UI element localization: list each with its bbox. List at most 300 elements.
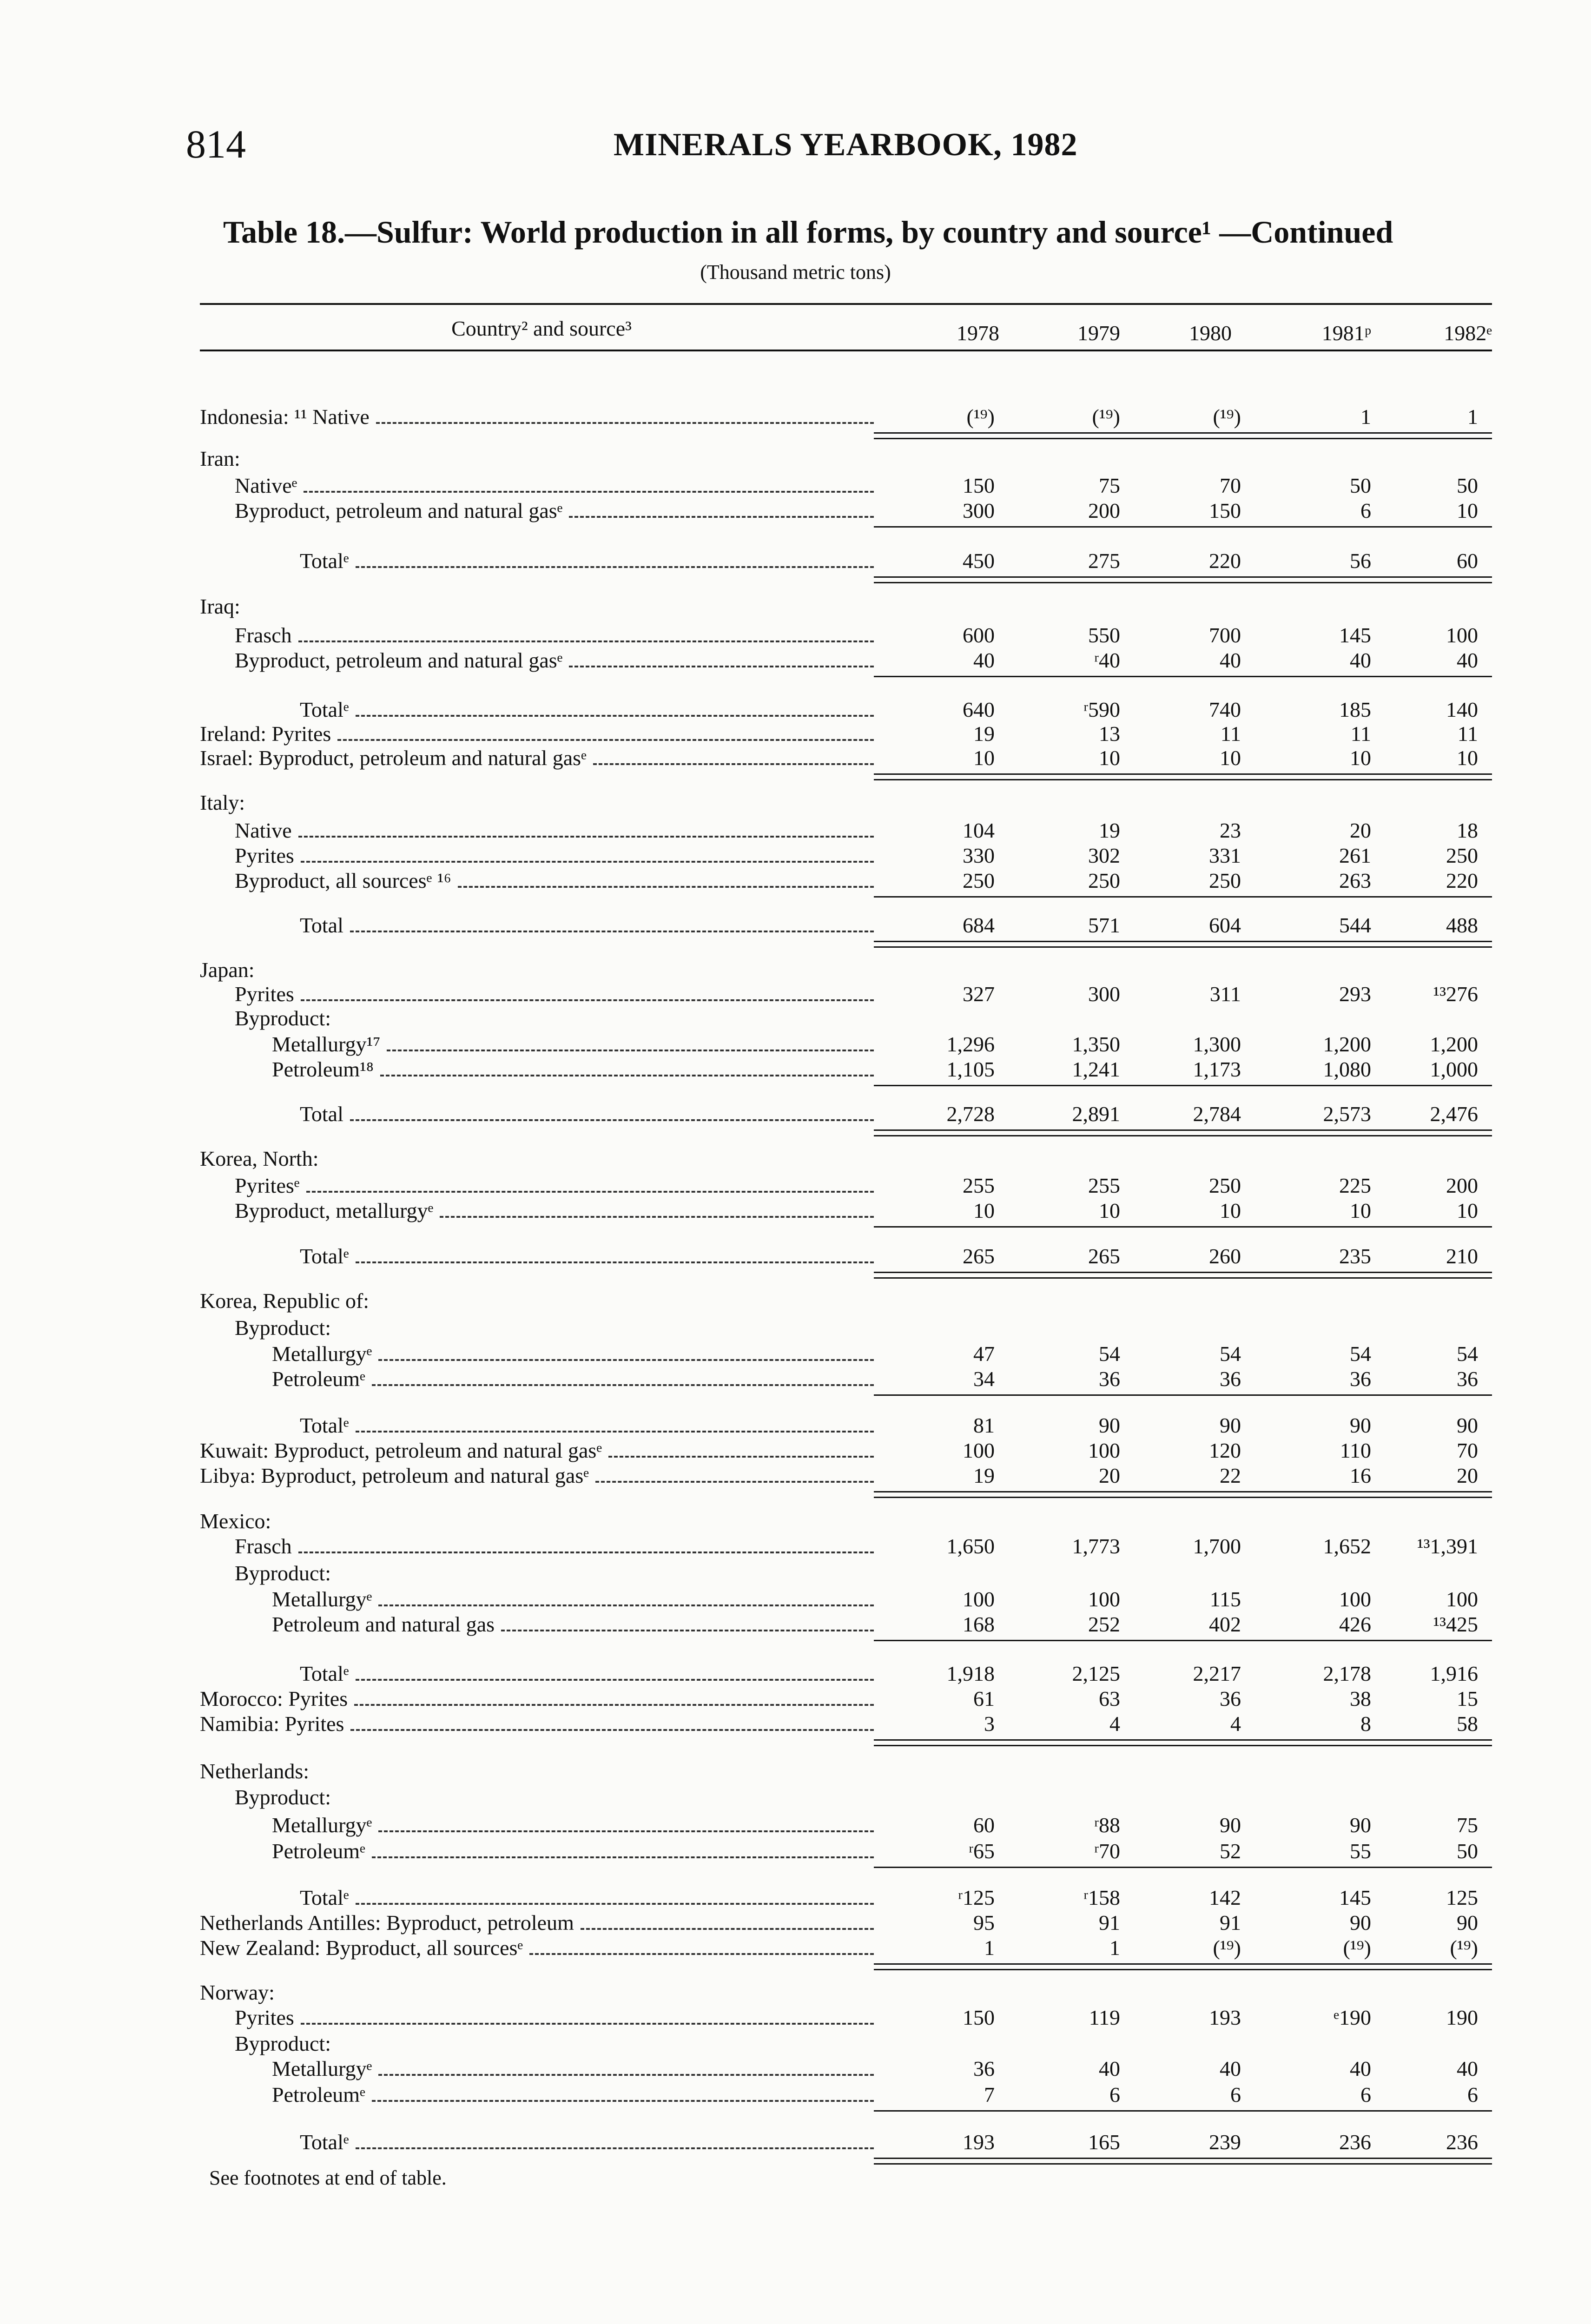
cell-value: ʳ158 <box>1083 1886 1120 1909</box>
cell-value: 36 <box>973 2057 995 2080</box>
row-label: Metallurgyᵉ <box>272 1587 372 1611</box>
table-row <box>0 1315 1591 1340</box>
row-label: Libya: Byproduct, petroleum and natural gasᵉ <box>200 1464 589 1487</box>
row-label: Byproduct, petroleum and natural gasᵉ <box>235 499 563 522</box>
row-label: Petroleumᵉ <box>272 2083 365 2106</box>
row-label: Totalᵉ <box>300 1662 349 1685</box>
cell-value: 311 <box>1209 982 1241 1006</box>
cell-value: 10 <box>973 1199 995 1222</box>
table-rule <box>874 946 1492 948</box>
cell-value: 600 <box>963 623 995 647</box>
cell-value: 263 <box>1339 869 1371 892</box>
cell-value: ʳ88 <box>1094 1813 1120 1837</box>
cell-value: 7 <box>984 2083 995 2106</box>
cell-value: 90 <box>1350 1911 1371 1934</box>
cell-value: 1,080 <box>1323 1057 1371 1081</box>
cell-value: 100 <box>1446 623 1478 647</box>
dot-leader <box>501 1630 874 1631</box>
table-rule <box>874 1491 1492 1492</box>
table-row <box>0 1032 1591 1057</box>
cell-value: 115 <box>1209 1587 1241 1611</box>
book-title: MINERALS YEARBOOK, 1982 <box>614 127 1078 163</box>
cell-value: 200 <box>1088 499 1120 522</box>
table-rule <box>874 576 1492 578</box>
column-header-year: 1981ᵖ <box>1321 321 1371 345</box>
table-subtitle: (Thousand metric tons) <box>700 261 891 284</box>
cell-value: ¹³1,391 <box>1417 1534 1478 1558</box>
cell-value: 2,573 <box>1323 1102 1371 1126</box>
cell-value: 1,918 <box>946 1662 995 1685</box>
table-row <box>0 498 1591 523</box>
table-rule <box>874 438 1492 439</box>
table-rule <box>874 1135 1492 1136</box>
cell-value: 40 <box>1457 648 1478 672</box>
cell-value: 235 <box>1339 1244 1371 1268</box>
dot-leader <box>350 931 874 932</box>
cell-value: 2,784 <box>1193 1102 1241 1126</box>
dot-leader <box>372 1384 874 1386</box>
cell-value: 250 <box>1088 869 1120 892</box>
dot-leader <box>356 1903 874 1905</box>
cell-value: 61 <box>973 1687 995 1710</box>
table-row <box>0 594 1591 619</box>
cell-value: 58 <box>1457 1712 1478 1736</box>
cell-value: 36 <box>1220 1687 1241 1710</box>
dot-leader <box>372 1856 874 1858</box>
row-label: Native <box>235 819 292 842</box>
column-header-year: 1979 <box>1077 321 1120 345</box>
row-label: Norway: <box>200 1981 275 2004</box>
dot-leader <box>529 1953 874 1955</box>
cell-value: 36 <box>1457 1367 1478 1391</box>
cell-value: 402 <box>1209 1612 1241 1636</box>
table-row <box>0 1102 1591 1127</box>
dot-leader <box>593 763 874 765</box>
cell-value: 1 <box>984 1936 995 1960</box>
cell-value: 168 <box>963 1612 995 1636</box>
table-row <box>0 1463 1591 1488</box>
cell-value: 1,652 <box>1323 1534 1371 1558</box>
cell-value: 36 <box>1220 1367 1241 1391</box>
table-row <box>0 746 1591 771</box>
table-row <box>0 446 1591 471</box>
cell-value: 18 <box>1457 819 1478 842</box>
cell-value: 2,891 <box>1072 1102 1120 1126</box>
row-label: Iran: <box>200 447 240 470</box>
cell-value: 6 <box>1467 2083 1478 2106</box>
cell-value: 20 <box>1099 1464 1120 1487</box>
dot-leader <box>304 491 874 493</box>
table-row <box>0 1244 1591 1269</box>
dot-leader <box>350 1729 874 1731</box>
cell-value: 1,105 <box>946 1057 995 1081</box>
cell-value: 54 <box>1099 1342 1120 1366</box>
dot-leader <box>298 836 874 838</box>
row-label: Ireland: Pyrites <box>200 722 331 746</box>
cell-value: 11 <box>1350 722 1371 746</box>
dot-leader <box>356 566 874 568</box>
cell-value: 81 <box>973 1413 995 1437</box>
row-label: Totalᵉ <box>300 549 349 573</box>
row-label: Byproduct: <box>235 2032 331 2055</box>
cell-value: 6 <box>1230 2083 1241 2106</box>
cell-value: 1,916 <box>1430 1662 1478 1685</box>
dot-leader <box>356 1679 874 1681</box>
cell-value: 302 <box>1088 844 1120 867</box>
table-row <box>0 1711 1591 1736</box>
row-label: Totalᵉ <box>300 1886 349 1909</box>
cell-value: 38 <box>1350 1687 1371 1710</box>
cell-value: 185 <box>1339 698 1371 721</box>
row-label: Pyrites <box>235 2006 294 2029</box>
cell-value: 90 <box>1457 1911 1478 1934</box>
table-row <box>0 790 1591 815</box>
cell-value: 1,200 <box>1430 1032 1478 1056</box>
cell-value: 193 <box>1209 2006 1241 2029</box>
cell-value: 1 <box>1109 1936 1120 1960</box>
cell-value: 260 <box>1209 1244 1241 1268</box>
cell-value: 90 <box>1220 1413 1241 1437</box>
cell-value: 190 <box>1446 2006 1478 2029</box>
row-label: Byproduct, petroleum and natural gasᵉ <box>235 648 563 672</box>
dot-leader <box>298 640 874 642</box>
table-row <box>0 1173 1591 1198</box>
table-row <box>0 721 1591 746</box>
cell-value: 70 <box>1457 1439 1478 1462</box>
cell-value: 550 <box>1088 623 1120 647</box>
cell-value: 140 <box>1446 698 1478 721</box>
cell-value: 544 <box>1339 913 1371 937</box>
cell-value: 6 <box>1109 2083 1120 2106</box>
cell-value: 10 <box>1220 746 1241 770</box>
table-rule <box>874 1226 1492 1228</box>
cell-value: 300 <box>1088 982 1120 1006</box>
cell-value: ¹³276 <box>1433 982 1478 1006</box>
column-header-year: 1982ᵉ <box>1444 321 1492 345</box>
cell-value: 104 <box>963 819 995 842</box>
cell-value: 90 <box>1350 1413 1371 1437</box>
cell-value: (¹⁹) <box>1213 1936 1241 1960</box>
cell-value: 75 <box>1457 1813 1478 1837</box>
row-label: Netherlands Antilles: Byproduct, petroleum <box>200 1911 574 1934</box>
cell-value: 6 <box>1360 499 1371 522</box>
cell-value: 10 <box>973 746 995 770</box>
table-rule <box>874 1497 1492 1498</box>
row-label: Israel: Byproduct, petroleum and natural gasᵉ <box>200 746 587 770</box>
cell-value: 36 <box>1099 1367 1120 1391</box>
cell-value: 2,728 <box>946 1102 995 1126</box>
cell-value: 250 <box>1446 844 1478 867</box>
cell-value: 293 <box>1339 982 1371 1006</box>
row-label: Total <box>300 913 343 937</box>
dot-leader <box>372 2100 874 2102</box>
table-row <box>0 1146 1591 1171</box>
cell-value: 15 <box>1457 1687 1478 1710</box>
cell-value: 70 <box>1220 474 1241 497</box>
cell-value: 50 <box>1457 1839 1478 1863</box>
cell-value: 91 <box>1099 1911 1120 1934</box>
cell-value: ʳ40 <box>1094 648 1120 672</box>
row-label: Metallurgy¹⁷ <box>272 1032 381 1056</box>
dot-leader <box>440 1216 874 1218</box>
table-row <box>0 1785 1591 1810</box>
dot-leader <box>356 2147 874 2149</box>
table-title: Table 18.—Sulfur: World production in all forms, by country and source¹ —Continued <box>223 214 1393 250</box>
cell-value: (¹⁹) <box>1213 405 1241 429</box>
cell-value: 125 <box>1446 1886 1478 1909</box>
dot-leader <box>356 1261 874 1263</box>
table-row <box>0 868 1591 893</box>
cell-value: 100 <box>963 1439 995 1462</box>
cell-value: 100 <box>963 1587 995 1611</box>
table-row <box>0 1661 1591 1686</box>
cell-value: 20 <box>1350 819 1371 842</box>
table-row <box>0 1057 1591 1082</box>
cell-value: 10 <box>1457 746 1478 770</box>
row-label: Petroleum¹⁸ <box>272 1057 374 1081</box>
cell-value: 56 <box>1350 549 1371 573</box>
table-row <box>0 1413 1591 1438</box>
cell-value: ᵉ190 <box>1334 2006 1371 2029</box>
cell-value: ʳ125 <box>958 1886 995 1909</box>
table-row <box>0 2005 1591 2030</box>
cell-value: 19 <box>973 722 995 746</box>
cell-value: 255 <box>963 1174 995 1197</box>
table-rule <box>874 896 1492 898</box>
cell-value: 261 <box>1339 844 1371 867</box>
table-row <box>0 1885 1591 1910</box>
cell-value: 2,476 <box>1430 1102 1478 1126</box>
table-rule <box>874 779 1492 780</box>
cell-value: 200 <box>1446 1174 1478 1197</box>
cell-value: 55 <box>1350 1839 1371 1863</box>
table-rule <box>874 2158 1492 2159</box>
dot-leader <box>378 2074 874 2076</box>
row-label: Korea, North: <box>200 1147 319 1170</box>
cell-value: 19 <box>973 1464 995 1487</box>
row-label: Netherlands: <box>200 1759 310 1783</box>
cell-value: 60 <box>1457 549 1478 573</box>
table-row <box>0 1612 1591 1637</box>
table-rule <box>874 1272 1492 1273</box>
row-label: Namibia: Pyrites <box>200 1712 344 1736</box>
column-header-country: Country² and source³ <box>451 317 632 340</box>
cell-value: 90 <box>1457 1413 1478 1437</box>
cell-value: 225 <box>1339 1174 1371 1197</box>
cell-value: 145 <box>1339 623 1371 647</box>
cell-value: 239 <box>1209 2130 1241 2154</box>
table-rule <box>874 1277 1492 1279</box>
cell-value: 2,125 <box>1072 1662 1120 1685</box>
table-row <box>0 982 1591 1007</box>
cell-value: 36 <box>1350 1367 1371 1391</box>
cell-value: 150 <box>1209 499 1241 522</box>
dot-leader <box>306 1191 874 1193</box>
cell-value: 16 <box>1350 1464 1371 1487</box>
row-label: Byproduct: <box>235 1785 331 1809</box>
cell-value: 150 <box>963 2006 995 2029</box>
cell-value: 265 <box>963 1244 995 1268</box>
cell-value: 19 <box>1099 819 1120 842</box>
cell-value: 330 <box>963 844 995 867</box>
cell-value: ʳ590 <box>1083 698 1120 721</box>
cell-value: 90 <box>1099 1413 1120 1437</box>
row-label: Indonesia: ¹¹ Native <box>200 405 370 429</box>
row-label: Petroleum and natural gas <box>272 1612 495 1636</box>
cell-value: 740 <box>1209 698 1241 721</box>
cell-value: 4 <box>1230 1712 1241 1736</box>
cell-value: (¹⁹) <box>1450 1936 1478 1960</box>
row-label: Byproduct: <box>235 1006 331 1030</box>
cell-value: 50 <box>1457 474 1478 497</box>
cell-value: 236 <box>1339 2130 1371 2154</box>
table-row <box>0 2082 1591 2107</box>
dot-leader <box>378 1604 874 1606</box>
row-label: Pyritesᵉ <box>235 1174 300 1197</box>
table-rule <box>874 773 1492 775</box>
dot-leader <box>298 1552 874 1553</box>
table-rule <box>874 1085 1492 1086</box>
row-label: Pyrites <box>235 844 294 867</box>
cell-value: 10 <box>1099 1199 1120 1222</box>
dot-leader <box>378 1359 874 1361</box>
table-row <box>0 548 1591 574</box>
table-row <box>0 1686 1591 1711</box>
row-label: Totalᵉ <box>300 1413 349 1437</box>
cell-value: 265 <box>1088 1244 1120 1268</box>
table-rule <box>874 2110 1492 2112</box>
cell-value: 4 <box>1109 1712 1120 1736</box>
cell-value: 1,241 <box>1072 1057 1120 1081</box>
dot-leader <box>301 861 874 863</box>
dot-leader <box>350 1119 874 1121</box>
cell-value: 47 <box>973 1342 995 1366</box>
table-row <box>0 1759 1591 1784</box>
table-rule <box>874 1963 1492 1965</box>
cell-value: 100 <box>1088 1587 1120 1611</box>
cell-value: 95 <box>973 1911 995 1934</box>
cell-value: 275 <box>1088 549 1120 573</box>
dot-leader <box>569 666 874 667</box>
table-row <box>0 1587 1591 1612</box>
cell-value: 40 <box>1350 2057 1371 2080</box>
table-rule <box>874 1739 1492 1741</box>
cell-value: 40 <box>1220 2057 1241 2080</box>
cell-value: 236 <box>1446 2130 1478 2154</box>
cell-value: 10 <box>1099 746 1120 770</box>
cell-value: 1,700 <box>1193 1534 1241 1558</box>
cell-value: 150 <box>963 474 995 497</box>
row-label: Kuwait: Byproduct, petroleum and natural gasᵉ <box>200 1439 602 1462</box>
column-header-year: 1980 <box>1189 321 1232 345</box>
cell-value: 40 <box>973 648 995 672</box>
cell-value: 10 <box>1220 1199 1241 1222</box>
cell-value: 640 <box>963 698 995 721</box>
table-row <box>0 1935 1591 1961</box>
cell-value: 1,200 <box>1323 1032 1371 1056</box>
cell-value: 40 <box>1099 2057 1120 2080</box>
cell-value: 54 <box>1220 1342 1241 1366</box>
table-row <box>0 2056 1591 2081</box>
row-label: Japan: <box>200 958 255 982</box>
cell-value: 2,178 <box>1323 1662 1371 1685</box>
dot-leader <box>354 1704 874 1706</box>
row-label: Metallurgyᵉ <box>272 1342 372 1366</box>
row-label: Byproduct: <box>235 1316 331 1340</box>
dot-leader <box>356 1431 874 1433</box>
cell-value: (¹⁹) <box>1092 405 1120 429</box>
cell-value: ¹³425 <box>1433 1612 1478 1636</box>
dot-leader <box>301 999 874 1001</box>
table-rule <box>874 1640 1492 1641</box>
dot-leader <box>301 2023 874 2025</box>
cell-value: 220 <box>1446 869 1478 892</box>
table-row <box>0 1839 1591 1864</box>
cell-value: 100 <box>1339 1587 1371 1611</box>
cell-value: 1 <box>1467 405 1478 429</box>
table-row <box>0 1288 1591 1314</box>
dot-leader <box>458 886 874 888</box>
cell-value: 700 <box>1209 623 1241 647</box>
dot-leader <box>595 1481 874 1483</box>
cell-value: 50 <box>1350 474 1371 497</box>
table-row <box>0 404 1591 429</box>
cell-value: 250 <box>963 869 995 892</box>
cell-value: 20 <box>1457 1464 1478 1487</box>
row-label: Byproduct, all sourcesᵉ ¹⁶ <box>235 869 451 892</box>
cell-value: 40 <box>1220 648 1241 672</box>
table-rule <box>874 526 1492 528</box>
table-row <box>0 697 1591 722</box>
cell-value: 1 <box>1360 405 1371 429</box>
cell-value: 6 <box>1360 2083 1371 2106</box>
cell-value: (¹⁹) <box>1343 1936 1371 1960</box>
cell-value: 10 <box>1350 1199 1371 1222</box>
row-label: Petroleumᵉ <box>272 1839 365 1863</box>
table-rule <box>874 941 1492 942</box>
cell-value: 327 <box>963 982 995 1006</box>
page-number: 814 <box>186 122 246 166</box>
table-row <box>0 957 1591 983</box>
cell-value: 450 <box>963 549 995 573</box>
cell-value: 100 <box>1088 1439 1120 1462</box>
cell-value: 8 <box>1360 1712 1371 1736</box>
row-label: Italy: <box>200 791 245 814</box>
cell-value: 120 <box>1209 1439 1241 1462</box>
cell-value: 193 <box>963 2130 995 2154</box>
table-row <box>0 913 1591 938</box>
table-row <box>0 623 1591 648</box>
row-label: Totalᵉ <box>300 698 349 721</box>
cell-value: 1,300 <box>1193 1032 1241 1056</box>
cell-value: 604 <box>1209 913 1241 937</box>
table-row <box>0 473 1591 498</box>
row-label: Nativeᵉ <box>235 474 297 497</box>
cell-value: 23 <box>1220 819 1241 842</box>
dot-leader <box>569 516 874 518</box>
cell-value: 331 <box>1209 844 1241 867</box>
table-row <box>0 1198 1591 1223</box>
row-label: Korea, Republic of: <box>200 1289 370 1313</box>
cell-value: 2,217 <box>1193 1662 1241 1685</box>
row-label: Mexico: <box>200 1509 271 1533</box>
table-row <box>0 2031 1591 2056</box>
table-rule <box>874 676 1492 677</box>
table-row <box>0 818 1591 843</box>
table-row <box>0 1367 1591 1392</box>
dot-leader <box>581 1928 874 1930</box>
cell-value: (¹⁹) <box>966 405 995 429</box>
